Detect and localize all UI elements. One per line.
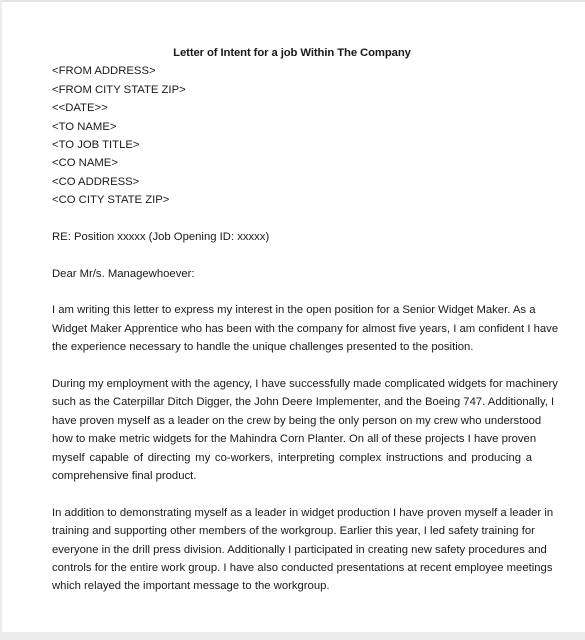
paragraph-line: have proven myself as a leader on the crew by being the only person on my crew who understood <box>52 414 542 427</box>
paragraph-line: controls for the entire work group. I have also conducted presentations at recent employee meetings <box>52 561 553 574</box>
from-address-line: <FROM ADDRESS> <box>52 65 156 78</box>
page-edge-top <box>0 0 585 2</box>
letter-body <box>52 44 559 596</box>
paragraph-3 <box>52 504 554 596</box>
paragraph-2 <box>52 375 558 485</box>
paragraph-line: Widget Maker Apprentice who has been with the company for almost five years, I am confident I have <box>52 322 559 335</box>
paragraph-line: During my employment with the agency, I have successfully made complicated widgets for machinery <box>52 378 558 391</box>
page-edge-left <box>0 0 2 640</box>
paragraph-line: which relayed the important message to the workgroup. <box>52 580 330 593</box>
paragraph-line: myself capable of directing my co-workers, interpreting complex instructions and producing a <box>52 451 532 464</box>
company-city-state-zip-line: <CO CITY STATE ZIP> <box>52 194 170 207</box>
paragraph-1 <box>52 301 559 356</box>
company-address-line: <CO ADDRESS> <box>52 175 140 188</box>
paragraph-line: how to make metric widgets for the Mahindra Corn Planter. On all of these projects I have proven <box>52 433 537 446</box>
paragraph-line: such as the Caterpillar Ditch Digger, the John Deere Implementer, and the Boeing 747. Additionally, I <box>52 396 555 409</box>
to-job-title-line: <TO JOB TITLE> <box>52 138 140 151</box>
paragraph-line: comprehensive final product. <box>52 469 197 482</box>
from-city-state-zip-line: <FROM CITY STATE ZIP> <box>52 83 186 96</box>
letter-title: Letter of Intent for a job Within The Company <box>173 47 411 59</box>
paragraph-line: In addition to demonstrating myself as a leader in widget production I have proven myself a leader in <box>52 506 554 519</box>
paragraph-line: training and supporting other members of the workgroup. Earlier this year, I led safety training for <box>52 525 535 538</box>
company-name-line: <CO NAME> <box>52 157 118 170</box>
page-edge-bottom <box>0 632 585 640</box>
address-block <box>52 62 532 209</box>
paragraph-line: I am writing this letter to express my interest in the open position for a Senior Widget Maker. As a <box>52 304 536 317</box>
date-line: <<DATE>> <box>52 102 108 115</box>
paragraph-line: everyone in the drill press division. Additionally I participated in creating new safety procedures and <box>52 543 547 556</box>
paragraph-line: the experience necessary to handle the unique challenges presented to the position. <box>52 341 474 354</box>
to-name-line: <TO NAME> <box>52 120 117 133</box>
subject-line: RE: Position xxxxx (Job Opening ID: xxxxx) <box>52 230 270 243</box>
salutation: Dear Mr/s. Managewhoever: <box>52 267 195 280</box>
